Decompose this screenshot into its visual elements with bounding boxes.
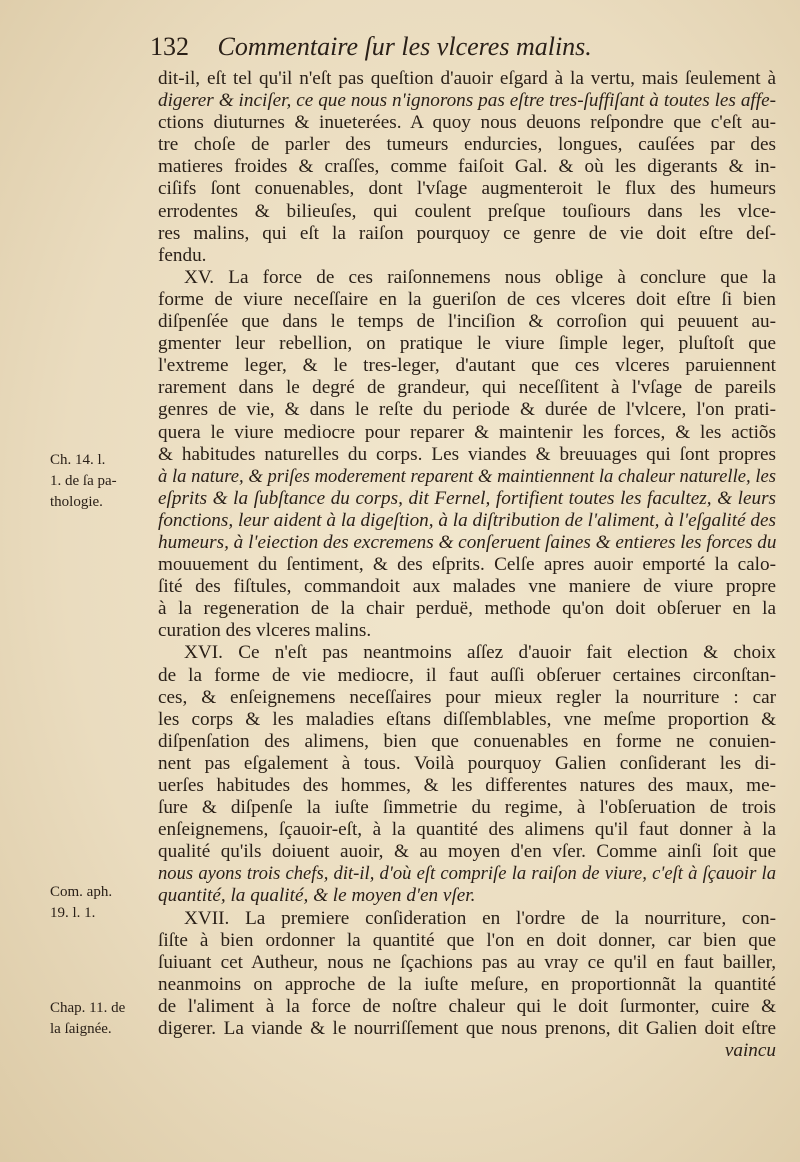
text-line: fendu.	[158, 244, 207, 266]
text-line: qualité qu'ils doiuent auoir, & au moyen d'en vſer. Comme ainſi ſoit que	[158, 841, 776, 863]
text-line: tre choſe de parler des tumeurs endurcies, longues, cauſées par des	[158, 134, 776, 156]
text-line: à la regeneration de la chair perduë, methode qu'on doit obſeruer en la	[158, 598, 776, 620]
text-line: nent pas eſgalement à tous. Voilà pourquoy Galien conſiderant les di-	[158, 752, 776, 774]
text-line: ſité des fiſtules, commandoit aux malades vne maniere de viure propre	[158, 576, 776, 598]
text-line: rarement dans le degré de grandeur, qui neceſſitent à l'vſage de pareils	[158, 377, 776, 399]
text-line: ſure & diſpenſe la iuſte ſimmetrie du regime, à l'obſeruation de trois	[158, 797, 776, 819]
text-line: XVI. Ce n'eſt pas neantmoins aſſez d'auoir fait election & choix	[184, 642, 776, 664]
text-line: errodentes & bilieuſes, qui coulent preſque touſiours dans les vlce-	[158, 200, 776, 222]
margin-note: Com. aph.	[50, 884, 113, 900]
text-line: diſpenſée que dans le temps de l'inciſion & corroſion qui peuuent au-	[158, 311, 776, 333]
catchword: vaincu	[724, 1040, 776, 1062]
text-line: & habitudes naturelles du corps. Les viandes & breuuages qui ſont propres	[158, 443, 776, 465]
text-line: res malins, qui eſt la raiſon pourquoy ce genre de vie doit eſtre deſ-	[158, 222, 776, 244]
text-line: uerſes habitudes des hommes, & les differentes natures des maux, me-	[158, 775, 776, 796]
text-line: les corps & les maladies eſtans diſſemblables, vne meſme proportion &	[158, 708, 776, 730]
text-line: digerer. La viande & le nourriſſement que nous prenons, dit Galien doit eſtre	[158, 1018, 776, 1040]
text-line: curation des vlceres malins.	[158, 620, 372, 642]
text-line: de l'aliment à la force de noſtre chaleur qui le doit ſurmonter, cuire &	[158, 995, 776, 1017]
body-text	[158, 68, 776, 1062]
text-line: gmenter leur rebellion, on pratique le viure ſimple leger, pluſtoſt que	[158, 333, 776, 355]
text-line: quera le viure mediocre pour reparer & maintenir les forces, & les actiõs	[158, 421, 776, 443]
margin-note: la ſaignée.	[50, 1021, 112, 1037]
text-line: humeurs, à l'eiection des excremens & conſeruent ſaines & entieres les forces du	[158, 531, 777, 553]
text-line: XV. La force de ces raiſonnemens nous oblige à conclure que la	[184, 266, 776, 288]
text-line: XVII. La premiere conſideration en l'ordre de la nourriture, con-	[184, 907, 776, 929]
text-line: neanmoins on approche de la iuſte meſure, en proportionnãt la quantité	[158, 973, 776, 995]
text-line: à la nature, & priſes moderement reparent & maintiennent la chaleur naturelle, les	[158, 465, 776, 487]
text-line: ciſifs ſont conuenables, dont l'vſage augmenteroit le flux des humeurs	[158, 178, 776, 200]
text-line: quantité, la qualité, & le moyen d'en vſer.	[158, 885, 476, 907]
text-line: ctions diuturnes & inueterées. A quoy nous deuons reſpondre que c'eſt au-	[158, 112, 776, 134]
text-line: nous ayons trois chefs, dit-il, d'où eſt compriſe la raiſon de viure, c'eſt à ſçauoir la	[158, 863, 776, 885]
page-number: 132	[150, 32, 189, 61]
text-line: forme de viure neceſſaire en la gueriſon de ces vlceres doit eſtre ſi bien	[158, 288, 776, 310]
running-header	[150, 32, 790, 62]
text-line: fonctions, leur aident à la digeſtion, à la diſtribution de l'aliment, à l'eſgalité des	[158, 509, 776, 531]
margin-note: Ch. 14. l.	[50, 452, 106, 468]
text-line: enſeignemens, ſçauoir-eſt, à la quantité des alimens qu'il faut donner à la	[158, 819, 776, 841]
text-line: matieres froides & craſſes, comme faiſoit Gal. & où les digerants & in-	[158, 156, 776, 178]
text-line: diſpenſation des alimens, bien que conuenables en forme ne conuien-	[158, 730, 776, 752]
text-line: genres de vie, & dans le reſte du periode & durée de l'vlcere, l'on prati-	[158, 399, 776, 421]
text-line: ſuiuant cet Autheur, nous ne ſçachions pas au vray ce qu'il en faut bailler,	[158, 951, 776, 973]
text-line: dit-il, eſt tel qu'il n'eſt pas queſtion d'auoir eſgard à la vertu, mais ſeulement à	[158, 68, 776, 89]
text-line: ces, & enſeignemens neceſſaires pour mieux regler la nourriture : car	[158, 686, 776, 708]
margin-note: 1. de ſa pa-	[50, 473, 117, 489]
running-title: Commentaire ſur les vlceres malins.	[217, 32, 592, 61]
text-line: eſprits & la ſubſtance du corps, dit Fernel, fortifient toutes les facultez, & leurs	[158, 487, 776, 509]
text-line: mouuement du ſentiment, & des eſprits. Celſe apres auoir emporté la calo-	[158, 554, 776, 576]
text-line: de la forme de vie mediocre, il faut auſſi obſeruer certaines circonſtan-	[158, 664, 776, 686]
margin-note: thologie.	[50, 494, 103, 510]
text-line: digerer & inciſer, ce que nous n'ignorons pas eſtre tres-ſuffiſant à toutes les affe-	[158, 90, 776, 112]
text-line: ſiſte à bien ordonner la quantité que l'on en doit donner, car bien que	[158, 929, 776, 951]
margin-note: 19. l. 1.	[50, 905, 96, 921]
margin-note: Chap. 11. de	[50, 1000, 126, 1016]
text-line: l'extreme leger, & le tres-leger, d'autant que ces vlceres paruiennent	[158, 355, 776, 377]
